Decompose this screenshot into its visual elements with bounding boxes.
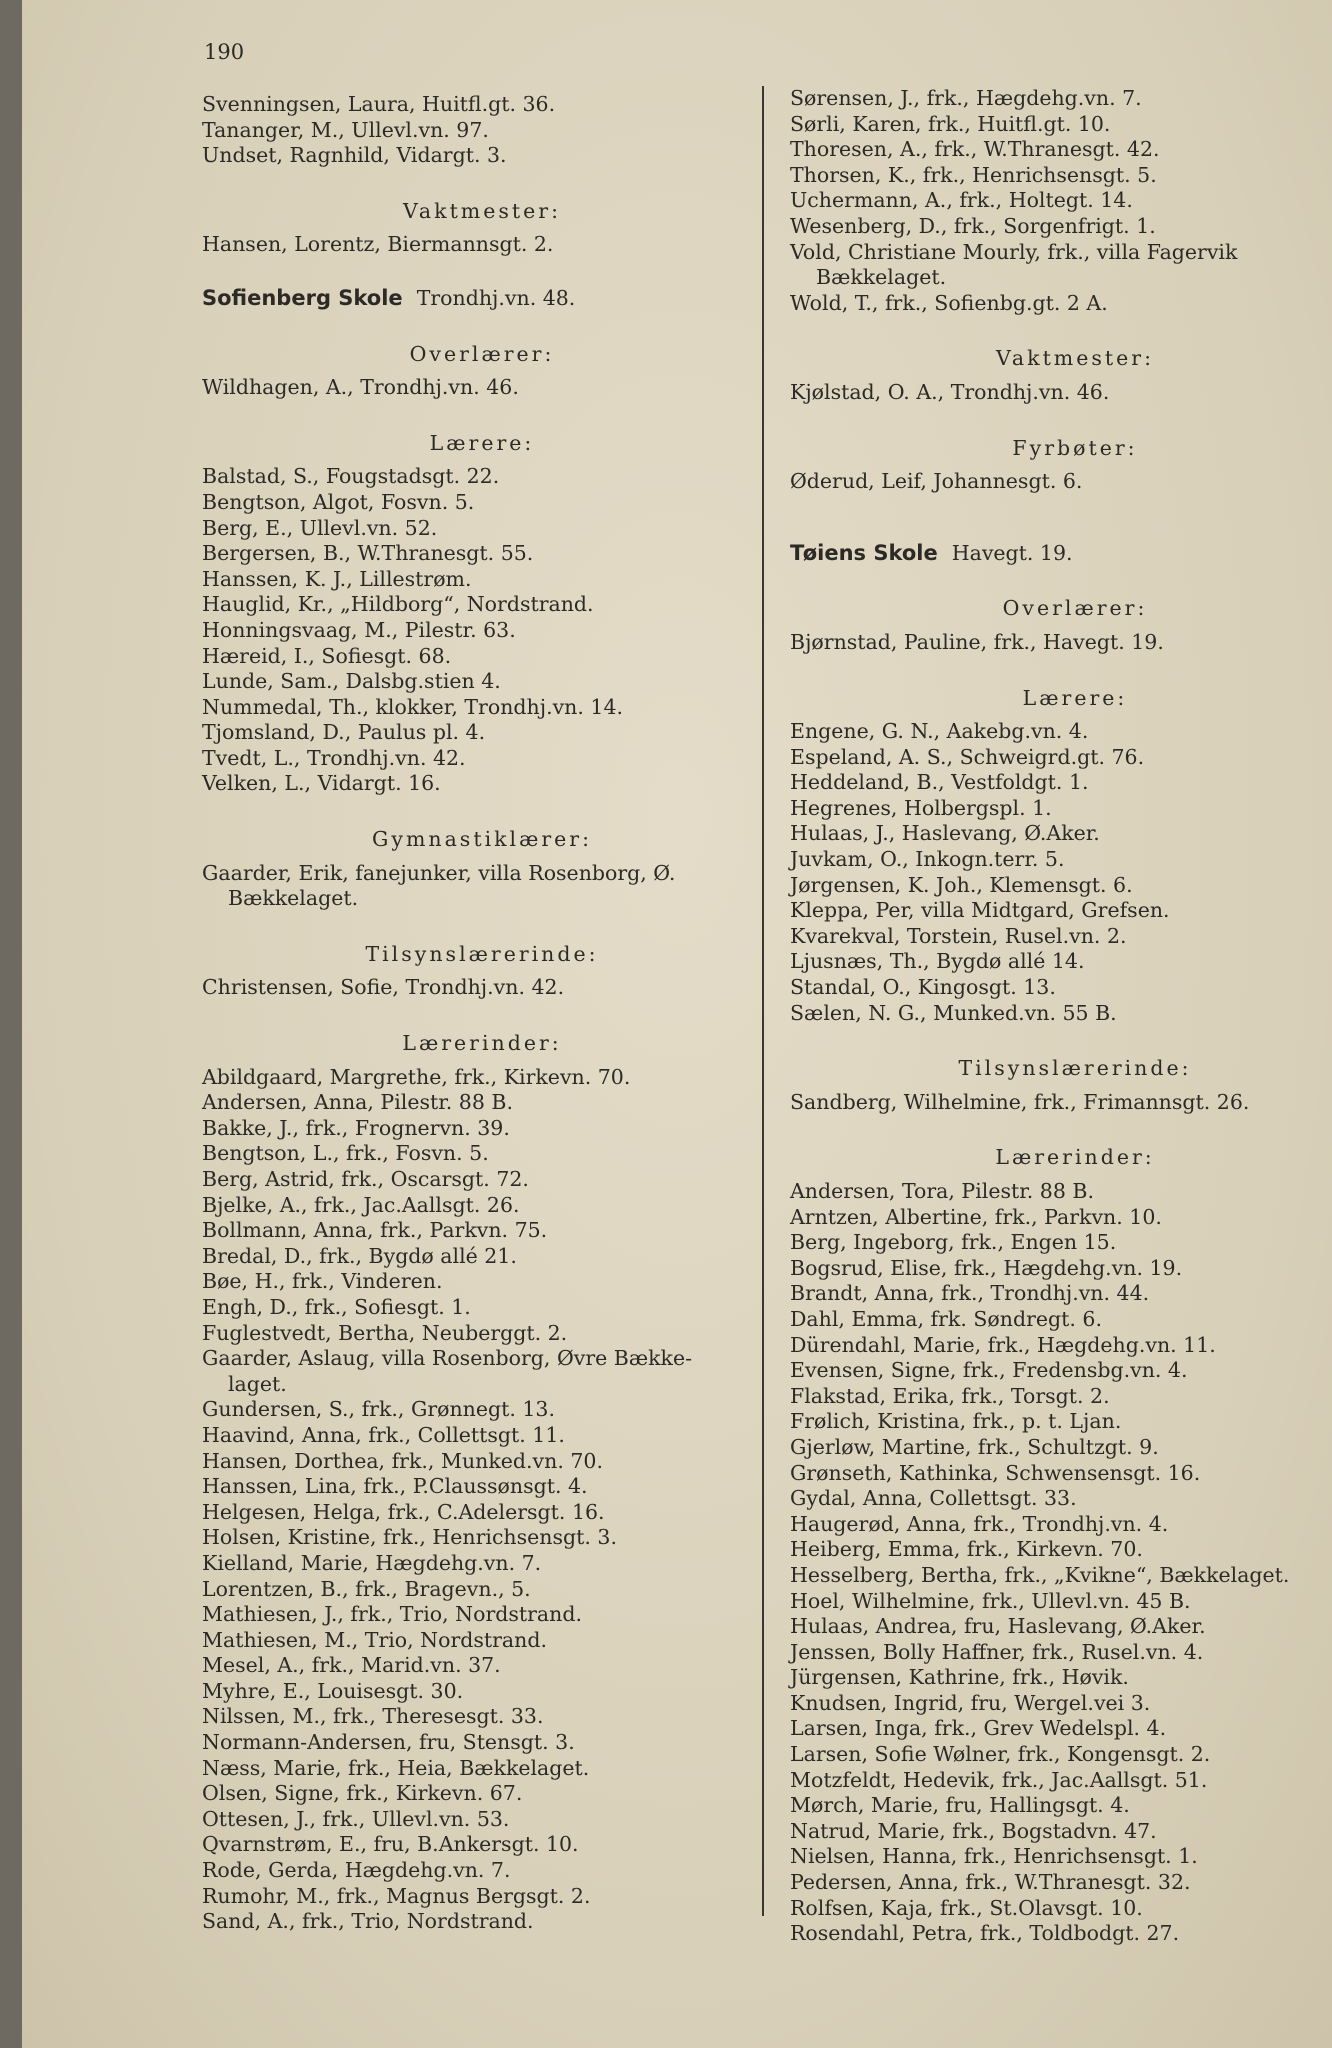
list-section <box>202 975 762 1001</box>
list-item: Bollmann, Anna, frk., Parkvn. 75. <box>202 1218 548 1243</box>
list-section <box>202 1065 762 1347</box>
list-section <box>790 719 1332 1026</box>
list-item: Øderud, Leif, Johannesgt. 6. <box>790 469 1083 494</box>
list-item: Arntzen, Albertine, frk., Parkvn. 10. <box>790 1204 1162 1229</box>
section-heading: Lærere: <box>429 430 535 455</box>
list-item: Pedersen, Anna, frk., W.Thranesgt. 32. <box>790 1870 1191 1895</box>
list-item: Heddeland, B., Vestfoldgt. 1. <box>790 770 1089 795</box>
list-item: Andersen, Tora, Pilestr. 88 B. <box>790 1179 1094 1203</box>
list-section <box>790 86 1332 240</box>
list-item: Knudsen, Ingrid, fru, Wergel.vei 3. <box>790 1690 1151 1715</box>
list-item: Engh, D., frk., Sofiesgt. 1. <box>202 1294 471 1319</box>
list-item: Bjørnstad, Pauline, frk., Havegt. 19. <box>790 629 1164 654</box>
directory-page <box>22 0 1332 2048</box>
list-section <box>202 232 762 258</box>
list-item: Gaarder, Aslaug, villa Rosenborg, Øvre Bække- <box>202 1346 693 1371</box>
list-item: Bergersen, B., W.Thranesgt. 55. <box>202 541 534 566</box>
list-item: Larsen, Sofie Wølner, frk., Kongensgt. 2. <box>790 1742 1211 1767</box>
list-item: Hansen, Lorentz, Biermannsgt. 2. <box>202 232 554 257</box>
list-item: Honningsvaag, M., Pilestr. 63. <box>202 617 516 642</box>
left-column <box>202 92 762 1935</box>
list-item: Motzfeldt, Hedevik, frk., Jac.Aallsgt. 51. <box>790 1767 1208 1792</box>
list-item: Natrud, Marie, frk., Bogstadvn. 47. <box>790 1818 1157 1843</box>
list-item: Flakstad, Erika, frk., Torsgt. 2. <box>790 1383 1110 1408</box>
list-item: Bredal, D., frk., Bygdø allé 21. <box>202 1243 517 1268</box>
list-item: Heiberg, Emma, frk., Kirkevn. 70. <box>790 1537 1143 1562</box>
list-item: Normann-Andersen, fru, Stensgt. 3. <box>202 1730 575 1755</box>
list-item: Hoel, Wilhelmine, frk., Ullevl.vn. 45 B. <box>790 1588 1191 1613</box>
list-item: Kielland, Marie, Hægdehg.vn. 7. <box>202 1550 542 1575</box>
list-item: Bogsrud, Elise, frk., Hægdehg.vn. 19. <box>790 1255 1183 1280</box>
list-item: Ottesen, J., frk., Ullevl.vn. 53. <box>202 1806 510 1831</box>
section-heading: Lærerinder: <box>995 1145 1155 1170</box>
list-item: Gundersen, S., frk., Grønnegt. 13. <box>202 1397 555 1422</box>
list-item: Jenssen, Bolly Haffner, frk., Rusel.vn. 4. <box>790 1639 1204 1664</box>
list-item: Myhre, E., Louisesgt. 30. <box>202 1678 464 1703</box>
list-item-continuation: laget. <box>228 1371 287 1396</box>
section-heading: Vaktmester: <box>403 198 561 223</box>
list-item: Evensen, Signe, frk., Fredensbg.vn. 4. <box>790 1358 1188 1383</box>
section-heading: Overlærer: <box>409 341 555 366</box>
list-item: Christensen, Sofie, Trondhj.vn. 42. <box>202 975 565 1000</box>
list-item: Berg, E., Ullevl.vn. 52. <box>202 515 438 540</box>
list-item: Kjølstad, O. A., Trondhj.vn. 46. <box>790 379 1110 404</box>
list-item: Balstad, S., Fougstadsgt. 22. <box>202 464 500 489</box>
list-item: Olsen, Signe, frk., Kirkevn. 67. <box>202 1781 523 1806</box>
list-item: Dürendahl, Marie, frk., Hægdehg.vn. 11. <box>790 1332 1216 1357</box>
list-item: Nummedal, Th., klokker, Trondhj.vn. 14. <box>202 694 624 719</box>
list-item: Tjomsland, D., Paulus pl. 4. <box>202 720 486 745</box>
list-item-continuation: Bækkelaget. <box>816 265 947 290</box>
list-section <box>790 630 1332 656</box>
list-item: Bengtson, Algot, Fosvn. 5. <box>202 489 475 514</box>
list-section <box>202 1397 762 1934</box>
school-address: Havegt. 19. <box>951 540 1073 565</box>
list-section <box>202 464 762 797</box>
list-item: Sand, A., frk., Trio, Nordstrand. <box>202 1909 534 1934</box>
section-heading: Lærerinder: <box>402 1031 562 1056</box>
list-item: Dahl, Emma, frk. Søndregt. 6. <box>790 1306 1102 1331</box>
list-item: Frølich, Kristina, frk., p. t. Ljan. <box>790 1409 1122 1434</box>
list-item: Wildhagen, A., Trondhj.vn. 46. <box>202 375 519 400</box>
list-section <box>790 1090 1332 1116</box>
list-item: Bøe, H., frk., Vinderen. <box>202 1269 443 1294</box>
list-item: Wold, T., frk., Sofienbg.gt. 2 A. <box>790 290 1108 315</box>
list-item: Haavind, Anna, frk., Collettsgt. 11. <box>202 1422 565 1447</box>
list-item: Tananger, M., Ullevl.vn. 97. <box>202 117 489 142</box>
list-item: Gydal, Anna, Collettsgt. 33. <box>790 1486 1077 1511</box>
list-section <box>202 92 762 169</box>
list-item: Mørch, Marie, fru, Hallingsgt. 4. <box>790 1793 1130 1818</box>
list-item: Rumohr, M., frk., Magnus Bergsgt. 2. <box>202 1883 591 1908</box>
list-item: Qvarnstrøm, E., fru, B.Ankersgt. 10. <box>202 1832 579 1857</box>
list-item: Thorsen, K., frk., Henrichsensgt. 5. <box>790 162 1157 187</box>
list-item: Andersen, Anna, Pilestr. 88 B. <box>202 1090 513 1115</box>
list-item: Ljusnæs, Th., Bygdø allé 14. <box>790 949 1085 974</box>
list-item: Bjelke, A., frk., Jac.Aallsgt. 26. <box>202 1192 520 1217</box>
list-item: Mathiesen, M., Trio, Nordstrand. <box>202 1627 547 1652</box>
right-column <box>762 86 1332 1946</box>
list-item: Juvkam, O., Inkogn.terr. 5. <box>790 847 1065 872</box>
list-item: Mathiesen, J., frk., Trio, Nordstrand. <box>202 1602 582 1627</box>
list-item: Lorentzen, B., frk., Bragevn., 5. <box>202 1576 531 1601</box>
list-section <box>202 375 762 401</box>
list-item: Bakke, J., frk., Frognervn. 39. <box>202 1115 510 1140</box>
section-heading: Fyrbøter: <box>1012 435 1138 460</box>
list-item: Nilssen, M., frk., Theresesgt. 33. <box>202 1704 544 1729</box>
list-item: Jørgensen, K. Joh., Klemensgt. 6. <box>790 872 1133 897</box>
section-heading: Lærere: <box>1022 685 1128 710</box>
list-item: Jürgensen, Kathrine, frk., Høvik. <box>790 1665 1129 1690</box>
list-item: Holsen, Kristine, frk., Henrichsensgt. 3. <box>202 1525 617 1550</box>
list-item: Thoresen, A., frk., W.Thranesgt. 42. <box>790 137 1160 162</box>
list-item: Nielsen, Hanna, frk., Henrichsensgt. 1. <box>790 1844 1198 1869</box>
page-number: 190 <box>204 40 245 64</box>
list-item: Hulaas, Andrea, fru, Haslevang, Ø.Aker. <box>790 1614 1206 1639</box>
section-heading: Gymnastiklærer: <box>371 827 593 852</box>
section-heading: Vaktmester: <box>996 346 1154 371</box>
list-item: Sandberg, Wilhelmine, frk., Frimannsgt. 26. <box>790 1089 1250 1114</box>
list-item: Svenningsen, Laura, Huitfl.gt. 36. <box>202 92 556 116</box>
list-item: Hanssen, Lina, frk., P.Claussønsgt. 4. <box>202 1474 588 1499</box>
list-item: Kleppa, Per, villa Midtgard, Grefsen. <box>790 898 1170 923</box>
list-item: Uchermann, A., frk., Holtegt. 14. <box>790 188 1133 213</box>
list-item: Velken, L., Vidargt. 16. <box>202 771 441 796</box>
list-item: Gaarder, Erik, fanejunker, villa Rosenborg, Ø. <box>202 860 676 885</box>
school-title <box>202 286 762 312</box>
section-heading: Tilsynslærerinde: <box>365 941 599 966</box>
list-item: Haugerød, Anna, frk., Trondhj.vn. 4. <box>790 1511 1169 1536</box>
list-item: Abildgaard, Margrethe, frk., Kirkevn. 70. <box>202 1064 631 1089</box>
school-name: Sofienberg Skole <box>202 285 403 310</box>
list-section <box>790 469 1332 495</box>
school-name: Tøiens Skole <box>790 540 938 565</box>
list-item: Standal, O., Kingosgt. 13. <box>790 975 1056 1000</box>
list-item: Fuglestvedt, Bertha, Neuberggt. 2. <box>202 1320 568 1345</box>
section-heading: Overlærer: <box>1002 596 1148 621</box>
list-item: Sørli, Karen, frk., Huitfl.gt. 10. <box>790 111 1111 136</box>
list-item: Hanssen, K. J., Lillestrøm. <box>202 566 472 591</box>
list-item: Sælen, N. G., Munked.vn. 55 B. <box>790 1000 1117 1025</box>
list-item: Tvedt, L., Trondhj.vn. 42. <box>202 745 466 770</box>
list-item: Rode, Gerda, Hægdehg.vn. 7. <box>202 1858 511 1883</box>
list-item: Hauglid, Kr., „Hildborg“, Nordstrand. <box>202 592 594 617</box>
list-item: Mesel, A., frk., Marid.vn. 37. <box>202 1653 501 1678</box>
list-item: Wesenberg, D., frk., Sorgenfrigt. 1. <box>790 213 1156 238</box>
list-item-continuation: Bækkelaget. <box>228 886 359 911</box>
list-item: Undset, Ragnhild, Vidargt. 3. <box>202 143 507 168</box>
list-item: Bengtson, L., frk., Fosvn. 5. <box>202 1141 489 1166</box>
list-item: Kvarekval, Torstein, Rusel.vn. 2. <box>790 923 1127 948</box>
list-item: Grønseth, Kathinka, Schwensensgt. 16. <box>790 1460 1201 1485</box>
list-item: Helgesen, Helga, frk., C.Adelersgt. 16. <box>202 1499 605 1524</box>
list-item: Berg, Ingeborg, frk., Engen 15. <box>790 1230 1117 1255</box>
list-item: Lunde, Sam., Dalsbg.stien 4. <box>202 669 501 694</box>
list-item: Larsen, Inga, frk., Grev Wedelspl. 4. <box>790 1716 1167 1741</box>
list-item: Rolfsen, Kaja, frk., St.Olavsgt. 10. <box>790 1895 1143 1920</box>
list-item: Næss, Marie, frk., Heia, Bækkelaget. <box>202 1755 590 1780</box>
list-item: Rosendahl, Petra, frk., Toldbodgt. 27. <box>790 1921 1180 1946</box>
list-item: Sørensen, J., frk., Hægdehg.vn. 7. <box>790 86 1142 110</box>
list-section <box>790 380 1332 406</box>
school-title <box>790 541 1332 567</box>
list-section <box>790 1179 1332 1947</box>
list-item: Hæreid, I., Sofiesgt. 68. <box>202 643 452 668</box>
list-item: Hesselberg, Bertha, frk., „Kvikne“, Bækkelaget. <box>790 1562 1290 1587</box>
list-item: Berg, Astrid, frk., Oscarsgt. 72. <box>202 1167 529 1191</box>
section-heading: Tilsynslærerinde: <box>958 1056 1192 1081</box>
school-address: Trondhj.vn. 48. <box>416 285 576 310</box>
list-item: Gjerløw, Martine, frk., Schultzgt. 9. <box>790 1434 1159 1459</box>
list-item: Espeland, A. S., Schweigrd.gt. 76. <box>790 744 1145 769</box>
list-item: Engene, G. N., Aakebg.vn. 4. <box>790 719 1089 744</box>
list-item: Hulaas, J., Haslevang, Ø.Aker. <box>790 821 1100 846</box>
list-item: Hansen, Dorthea, frk., Munked.vn. 70. <box>202 1448 603 1473</box>
list-item: Brandt, Anna, frk., Trondhj.vn. 44. <box>790 1281 1150 1306</box>
list-item: Vold, Christiane Mourly, frk., villa Fagervik <box>790 239 1238 264</box>
list-item: Hegrenes, Holbergspl. 1. <box>790 795 1052 820</box>
